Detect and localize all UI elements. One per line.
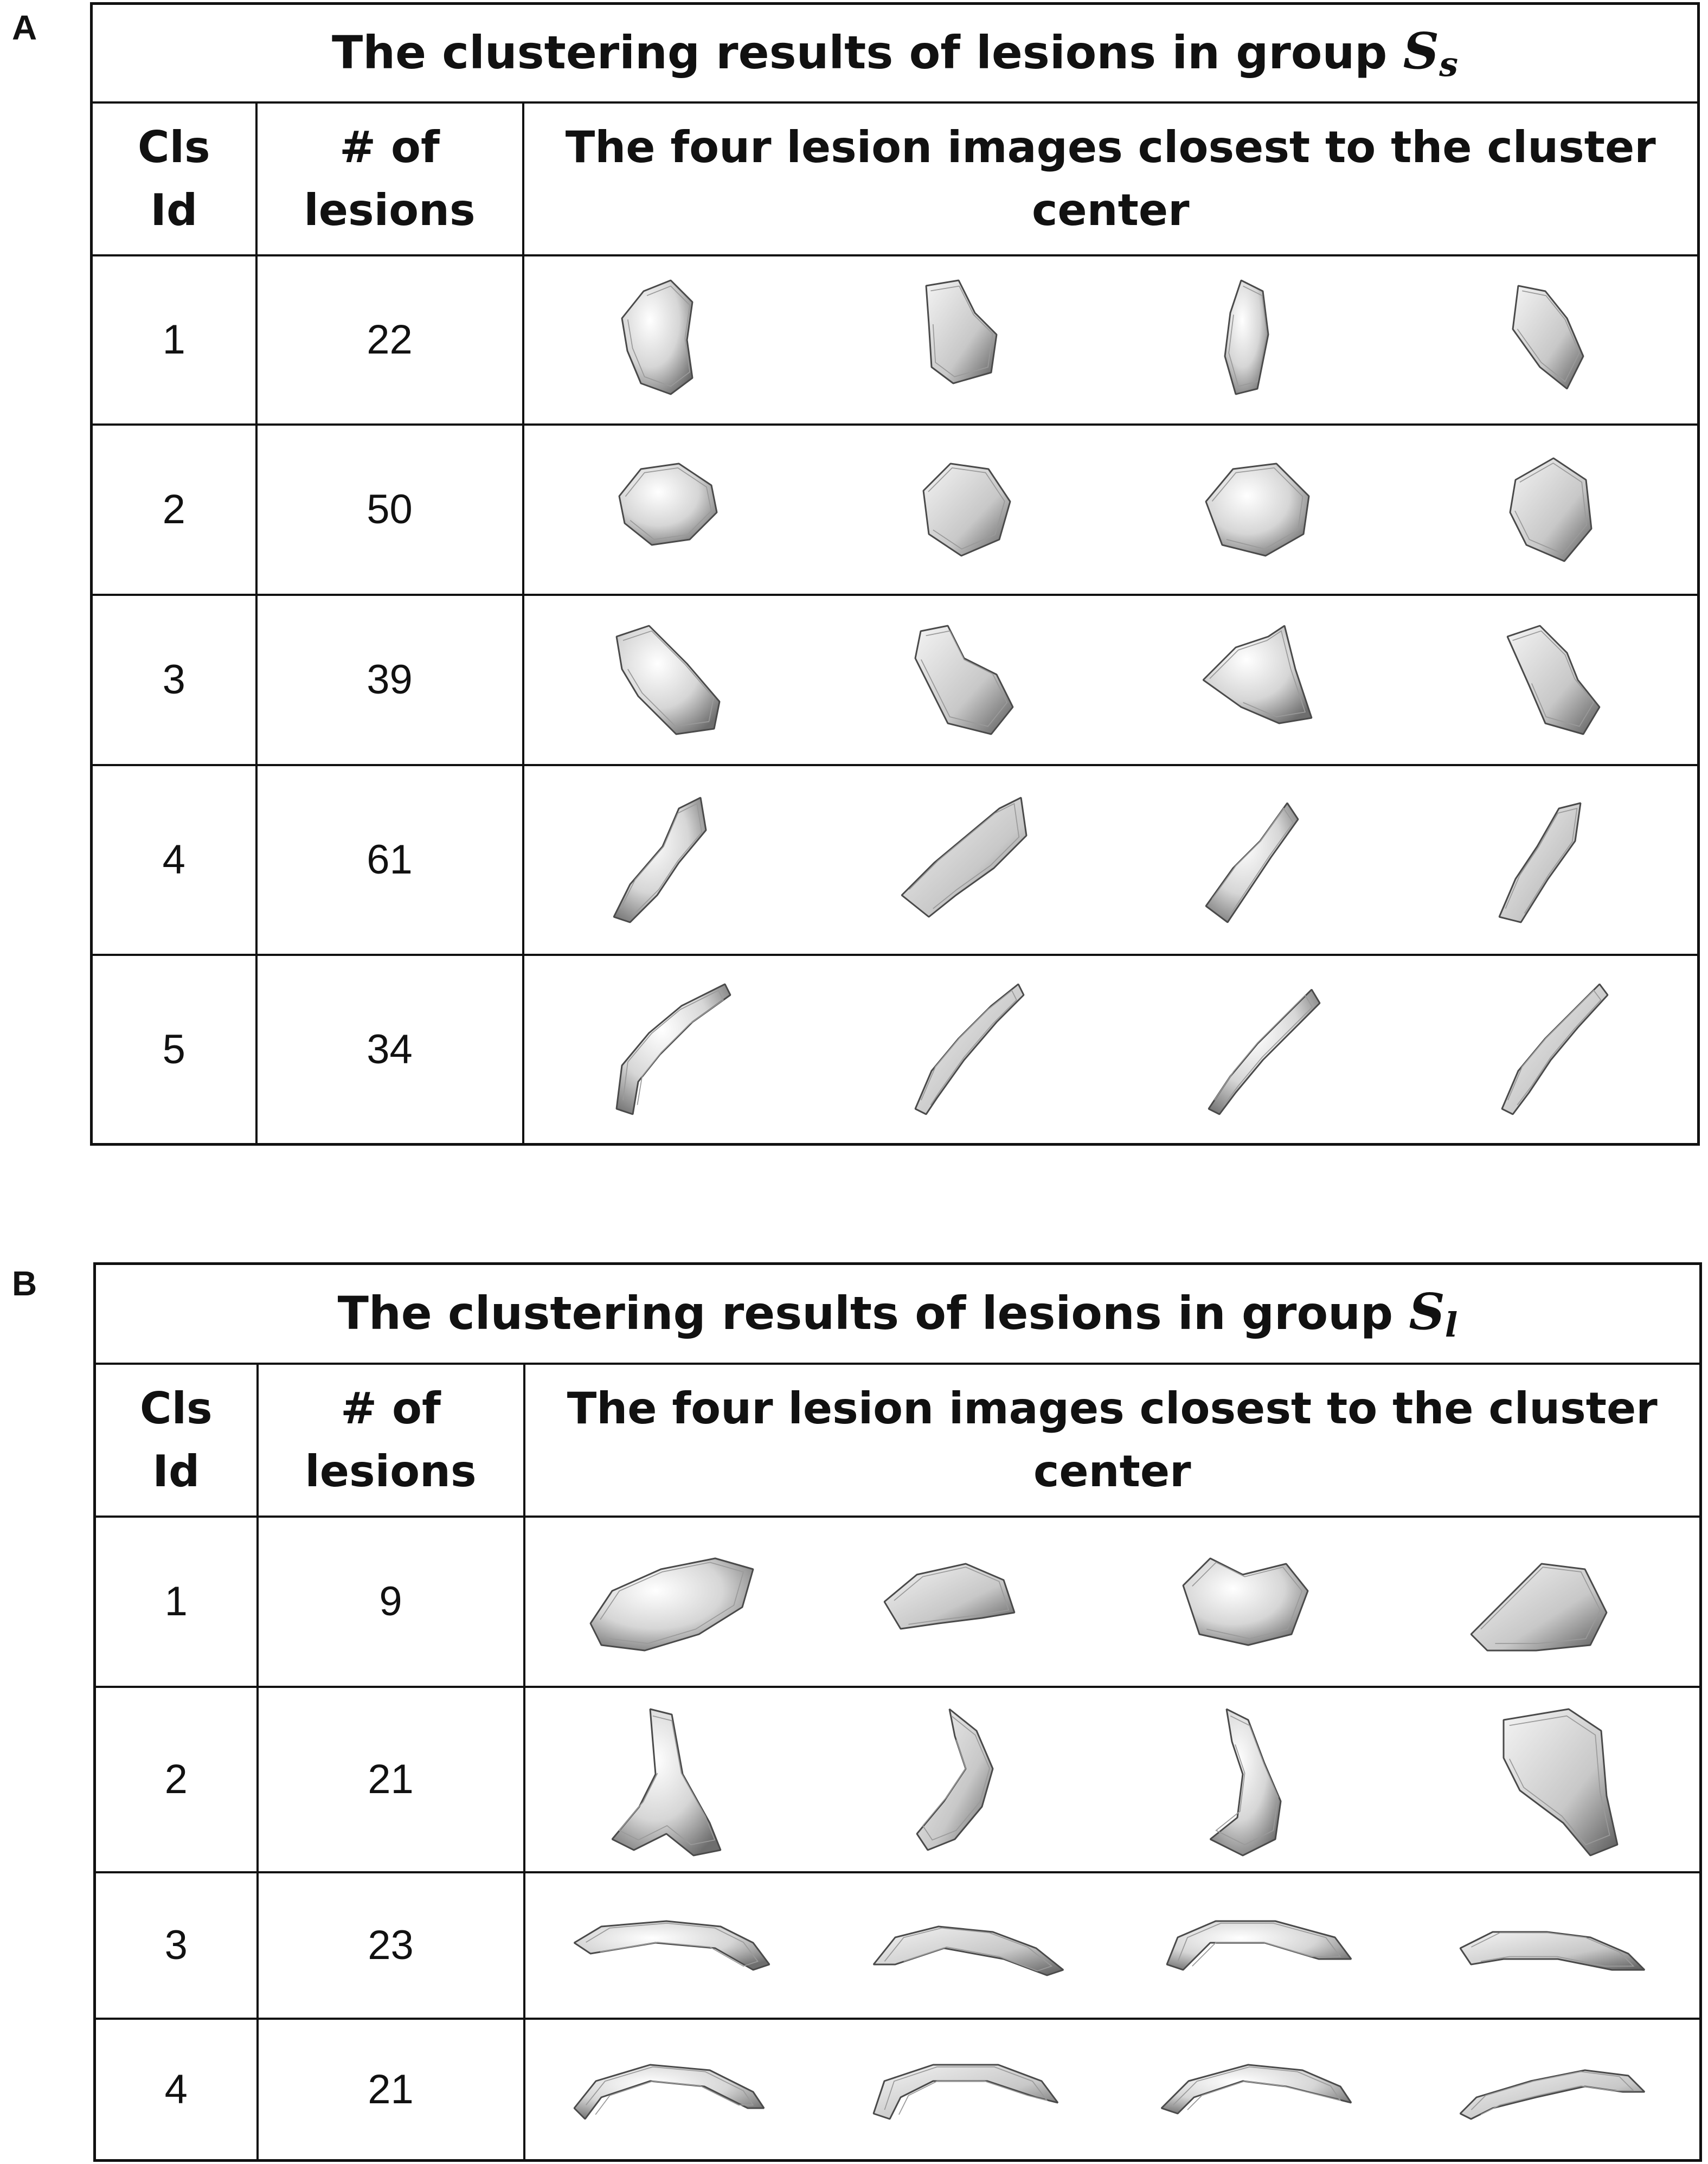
lesion-image — [606, 615, 736, 745]
lesion-image — [600, 973, 741, 1125]
cls-id-cell: 2 — [95, 1687, 258, 1872]
lesion-images-cell — [523, 955, 1699, 1145]
lesion-images-cell — [523, 765, 1699, 955]
lesion-images-cell — [523, 255, 1699, 425]
lesion-image — [1460, 1542, 1645, 1661]
lesion-count-cell: 23 — [258, 1872, 524, 2019]
cls-id-cell: 5 — [92, 955, 256, 1145]
panel-b-label: B — [12, 1264, 37, 1303]
lesion-image — [1167, 1542, 1351, 1661]
cls-id-cell: 3 — [95, 1872, 258, 2019]
header-cls-id: Cls Id — [92, 102, 256, 255]
cls-id-cell: 2 — [92, 425, 256, 595]
lesion-image — [569, 2049, 775, 2130]
lesion-image — [569, 1905, 775, 1986]
cls-id-cell: 4 — [95, 2019, 258, 2161]
lesion-image — [1189, 1698, 1330, 1861]
lesion-image — [1480, 973, 1621, 1125]
cls-id-cell: 1 — [92, 255, 256, 425]
lesion-count-cell: 9 — [258, 1517, 524, 1687]
header-num-lesions: # of lesions — [258, 1364, 524, 1517]
table-a-title: The clustering results of lesions in group $S_s$ — [92, 4, 1699, 102]
lesion-image — [1156, 1905, 1362, 1986]
table-row — [95, 1687, 1701, 1872]
lesion-image — [1187, 973, 1328, 1125]
lesion-image — [1156, 2049, 1362, 2130]
lesion-image — [863, 1905, 1069, 1986]
lesion-image — [598, 787, 744, 933]
table-row — [92, 255, 1699, 425]
header-cls-id: Cls Id — [95, 1364, 258, 1517]
lesion-images-cell — [524, 2019, 1701, 2161]
lesion-image — [1449, 1905, 1655, 1986]
lesion-image — [902, 447, 1026, 572]
table-row — [92, 425, 1699, 595]
table-row — [95, 1872, 1701, 2019]
lesion-image — [1198, 269, 1317, 410]
table-b-title: The clustering results of lesions in group $S_l$ — [95, 1264, 1701, 1364]
table-row — [95, 1517, 1701, 1687]
lesion-image — [1449, 2049, 1655, 2130]
lesion-image — [1184, 787, 1331, 933]
lesion-count-cell: 21 — [258, 2019, 524, 2161]
cluster-table-b — [93, 1262, 1702, 2162]
lesion-image — [1192, 615, 1322, 745]
lesion-count-cell: 50 — [256, 425, 523, 595]
lesion-image — [874, 1542, 1058, 1661]
lesion-images-cell — [524, 1517, 1701, 1687]
lesion-image — [608, 447, 733, 572]
lesion-image — [1486, 615, 1616, 745]
lesion-image — [1488, 447, 1613, 572]
table-row — [95, 2019, 1701, 2161]
lesion-images-cell — [523, 595, 1699, 765]
table-row — [92, 595, 1699, 765]
lesion-images-cell — [524, 1687, 1701, 1872]
lesion-image — [904, 269, 1024, 410]
lesion-count-cell: 22 — [256, 255, 523, 425]
header-images: The four lesion images closest to the cluster center — [523, 102, 1699, 255]
lesion-count-cell: 34 — [256, 955, 523, 1145]
cls-id-cell: 4 — [92, 765, 256, 955]
lesion-count-cell: 39 — [256, 595, 523, 765]
panel-a-label: A — [12, 8, 37, 47]
lesion-image — [899, 615, 1029, 745]
lesion-image — [891, 787, 1037, 933]
lesion-image — [611, 269, 730, 410]
cls-id-cell: 3 — [92, 595, 256, 765]
lesion-image — [1478, 787, 1624, 933]
table-row — [92, 765, 1699, 955]
lesion-count-cell: 21 — [258, 1687, 524, 1872]
lesion-image — [1195, 447, 1320, 572]
cluster-table-a — [90, 2, 1700, 1146]
lesion-image — [580, 1542, 764, 1661]
lesion-image — [894, 973, 1035, 1125]
lesion-images-cell — [523, 425, 1699, 595]
lesion-image — [1491, 269, 1610, 410]
lesion-count-cell: 61 — [256, 765, 523, 955]
lesion-image — [601, 1698, 742, 1861]
lesion-images-cell — [524, 1872, 1701, 2019]
lesion-image — [863, 2049, 1069, 2130]
header-images: The four lesion images closest to the cluster center — [524, 1364, 1701, 1517]
lesion-image — [1482, 1698, 1623, 1861]
lesion-image — [895, 1698, 1036, 1861]
cls-id-cell: 1 — [95, 1517, 258, 1687]
header-num-lesions: # of lesions — [256, 102, 523, 255]
table-row — [92, 955, 1699, 1145]
